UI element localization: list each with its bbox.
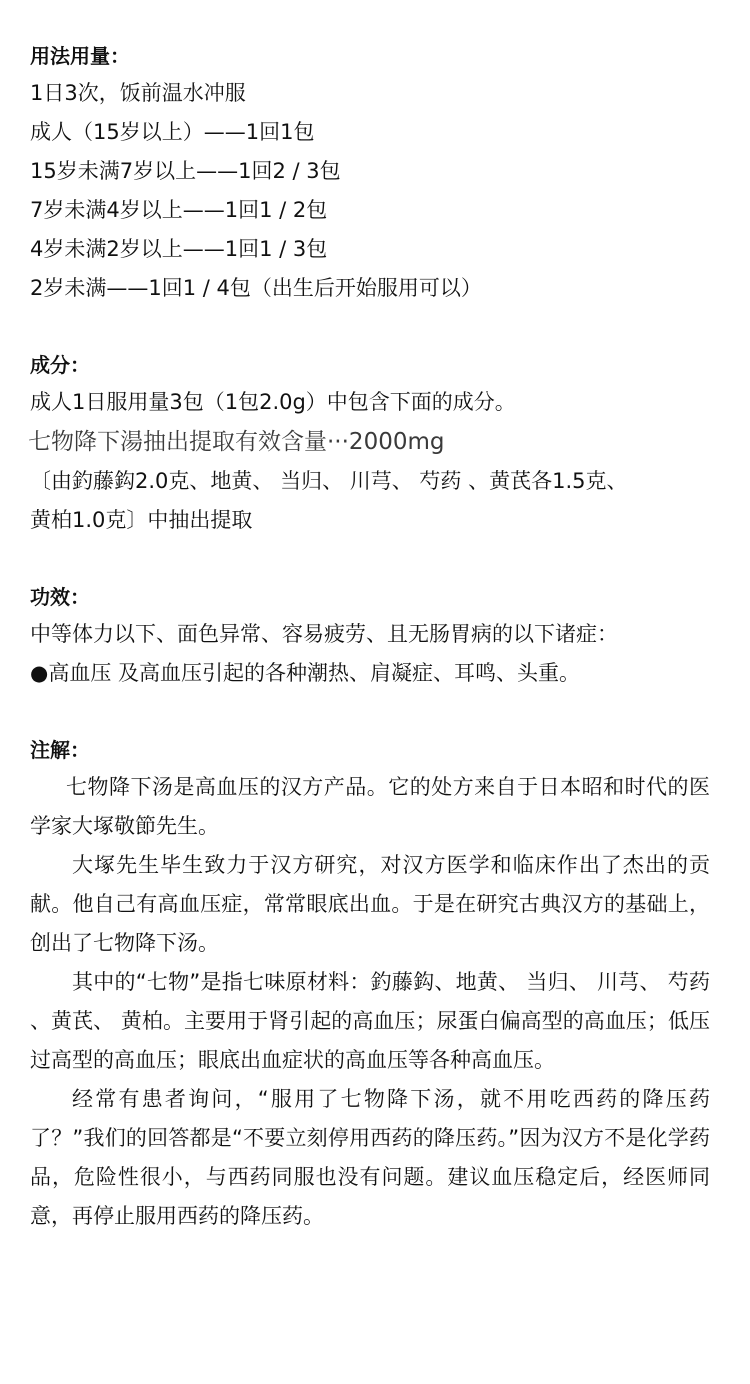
usage-line-age-7-15: 15岁未满7岁以上——1回2 / 3包	[30, 159, 341, 183]
ingredients-section	[30, 347, 720, 540]
notes-paragraph-founder: 大塚先生毕生致力于汉方研究，对汉方医学和临床作出了杰出的贡献。他自己有高血压症，常常眼底出血。于是在研究古典汉方的基础上，创出了七物降下汤。	[30, 853, 710, 955]
efficacy-description: 中等体力以下、面色异常、容易疲劳、且无肠胃病的以下诸症：	[30, 622, 618, 646]
efficacy-heading: 功效：	[30, 585, 90, 609]
usage-line-under-2: 2岁未满——1回1 / 4包（出生后开始服用可以）	[30, 276, 482, 300]
usage-line-age-2-4: 4岁未满2岁以上——1回1 / 3包	[30, 237, 328, 261]
product-info-document	[30, 38, 720, 1236]
ingredients-heading: 成分：	[30, 353, 90, 377]
notes-paragraph-ingredients: 其中的“七物”是指七味原材料：釣藤鈎、地黄、 当归、 川芎、 芍药 、黄芪、 黄柏。主要用于肾引起的高血压；尿蛋白偏高型的高血压；低压过高型的高血压；眼底出血症状的高血压等各种高血压。	[30, 970, 710, 1072]
ingredients-herbs-line: 〔由釣藤鈎2.0克、地黄、 当归、 川芎、 芍药 、黄芪各1.5克、	[30, 469, 628, 493]
notes-heading: 注解：	[30, 738, 90, 762]
usage-line-age-4-7: 7岁未满4岁以上——1回1 / 2包	[30, 198, 328, 222]
ingredients-herbs-line-2: 黄柏1.0克〕中抽出提取	[30, 508, 253, 532]
ingredients-dose-line: 成人1日服用量3包（1包2.0g）中包含下面的成分。	[30, 390, 516, 414]
notes-paragraph-origin: 七物降下汤是高血压的汉方产品。它的处方来自于日本昭和时代的医学家大塚敬節先生。	[30, 775, 710, 838]
ingredients-extract-line: 七物降下湯抽出提取有效含量···2000mg	[28, 429, 445, 455]
usage-line-adult: 成人（15岁以上）——1回1包	[30, 120, 315, 144]
usage-line-frequency: 1日3次，饭前温水冲服	[30, 81, 246, 105]
usage-heading: 用法用量：	[30, 44, 130, 68]
efficacy-section	[30, 579, 720, 693]
efficacy-symptoms: ●高血压 及高血压引起的各种潮热、肩凝症、耳鸣、头重。	[30, 661, 580, 685]
usage-section	[30, 38, 720, 308]
notes-section	[30, 732, 720, 1236]
notes-paragraph-advice: 经常有患者询问，“服用了七物降下汤，就不用吃西药的降压药了？”我们的回答都是“不要立刻停用西药的降压药。”因为汉方不是化学药品，危险性很小，与西药同服也没有问题。建议血压稳定后，经医师同意，再停止服用西药的降压药。	[30, 1087, 710, 1228]
